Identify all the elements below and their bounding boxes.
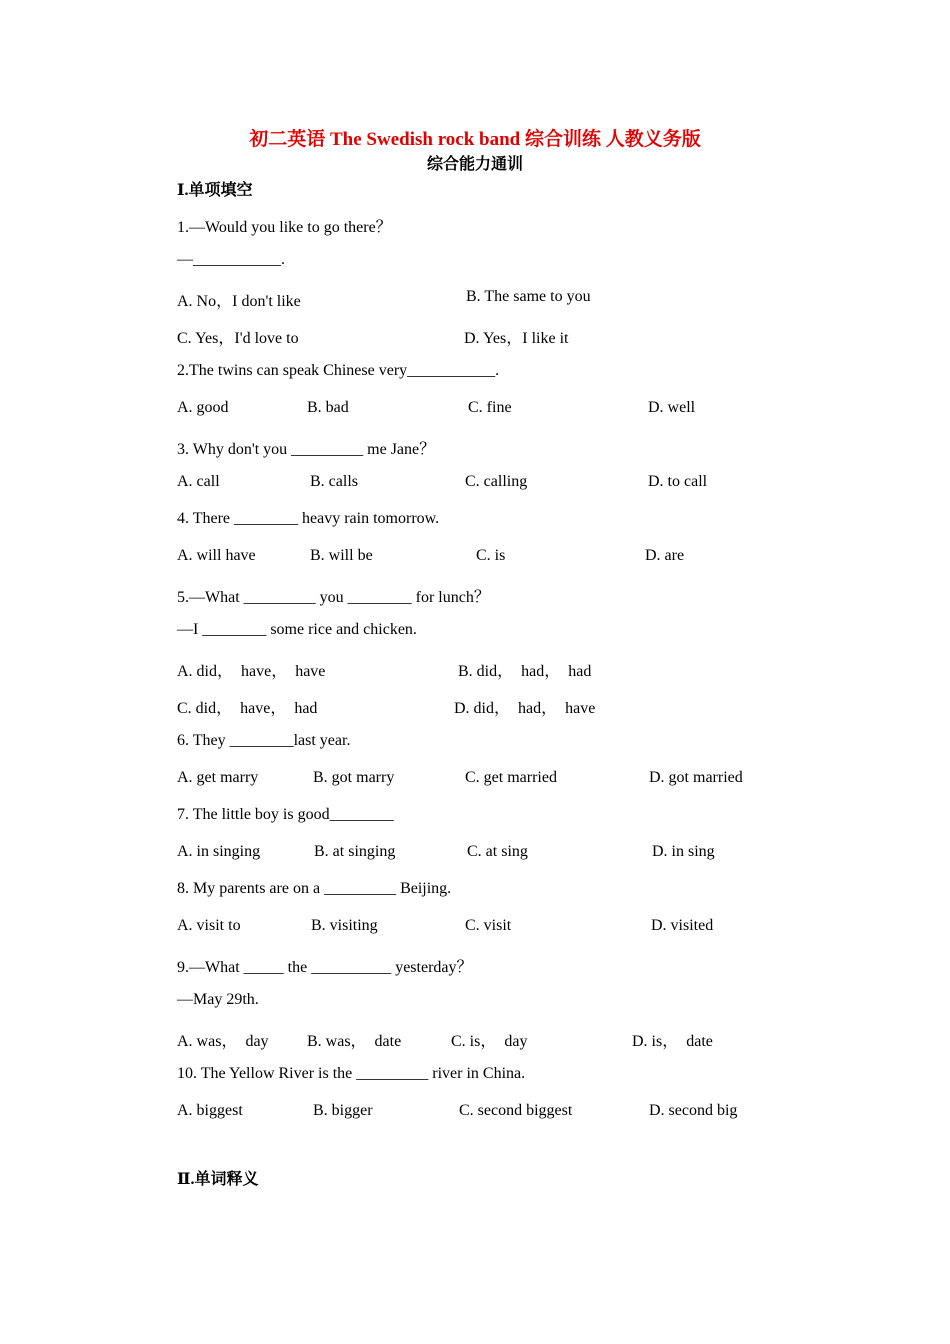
question-8-option-b: B. visiting (311, 917, 378, 934)
question-6-option-a: A. get marry (177, 769, 259, 786)
question-9-option-a: A. was， day (177, 1033, 269, 1050)
question-1-answer-blank: —___________. (177, 251, 285, 268)
question-10-option-d: D. second big (649, 1102, 738, 1119)
question-3-option-b: B. calls (310, 473, 358, 490)
question-1-stem: 1.—Would you like to go there？ (177, 219, 392, 236)
question-2-stem: 2.The twins can speak Chinese very___________. (177, 362, 500, 379)
question-1-option-d: D. Yes，I like it (464, 330, 569, 347)
question-5-response: —I ________ some rice and chicken. (177, 621, 417, 638)
question-4-option-a: A. will have (177, 547, 256, 564)
question-5-option-d: D. did， had， have (454, 700, 596, 717)
question-10-option-a: A. biggest (177, 1102, 243, 1119)
question-7-option-b: B. at singing (314, 843, 396, 860)
question-8-option-c: C. visit (465, 917, 512, 934)
question-3-option-d: D. to call (648, 473, 708, 490)
question-7-option-a: A. in singing (177, 843, 261, 860)
question-5-option-a: A. did， have， have (177, 663, 326, 680)
question-5-option-b: B. did， had， had (458, 663, 592, 680)
question-5-option-c: C. did， have， had (177, 700, 318, 717)
question-8-stem: 8. My parents are on a _________ Beijing. (177, 880, 452, 897)
question-1-option-c: C. Yes，I'd love to (177, 330, 299, 347)
question-3-option-a: A. call (177, 473, 220, 490)
question-9-response: —May 29th. (177, 991, 259, 1008)
question-3-stem: 3. Why don't you _________ me Jane？ (177, 441, 436, 458)
question-10-stem: 10. The Yellow River is the _________ river in China. (177, 1065, 526, 1082)
question-6-option-c: C. get married (465, 769, 557, 786)
question-7-option-c: C. at sing (467, 843, 528, 860)
question-4-option-b: B. will be (310, 547, 373, 564)
question-5-stem: 5.—What _________ you ________ for lunch？ (177, 589, 490, 606)
question-9-option-d: D. is， date (632, 1033, 713, 1050)
document-title: 初二英语 The Swedish rock band 综合训练 人教义务版 (249, 129, 701, 150)
question-9-option-b: B. was， date (307, 1033, 402, 1050)
question-3-option-c: C. calling (465, 473, 528, 490)
document-subtitle: 综合能力通训 (426, 156, 523, 173)
question-4-option-c: C. is (476, 547, 506, 564)
question-2-option-b: B. bad (307, 399, 349, 416)
question-2-option-c: C. fine (468, 399, 512, 416)
question-10-option-c: C. second biggest (459, 1102, 573, 1119)
section-heading-word-meaning: Ⅱ.单词释义 (177, 1171, 259, 1188)
question-10-option-b: B. bigger (313, 1102, 373, 1119)
question-1-option-a: A. No，I don't like (177, 293, 301, 310)
question-4-option-d: D. are (645, 547, 685, 564)
question-9-stem: 9.—What _____ the __________ yesterday？ (177, 959, 473, 976)
question-2-option-d: D. well (648, 399, 696, 416)
question-1-option-b: B. The same to you (466, 288, 591, 305)
question-8-option-a: A. visit to (177, 917, 241, 934)
question-2-option-a: A. good (177, 399, 229, 416)
section-heading-multiple-choice: Ⅰ.单项填空 (177, 182, 253, 199)
question-6-option-b: B. got marry (313, 769, 395, 786)
question-4-stem: 4. There ________ heavy rain tomorrow. (177, 510, 440, 527)
question-9-option-c: C. is， day (451, 1033, 528, 1050)
question-6-option-d: D. got married (649, 769, 743, 786)
question-7-option-d: D. in sing (652, 843, 715, 860)
question-6-stem: 6. They ________last year. (177, 732, 351, 749)
question-7-stem: 7. The little boy is good________ (177, 806, 394, 823)
question-8-option-d: D. visited (651, 917, 714, 934)
